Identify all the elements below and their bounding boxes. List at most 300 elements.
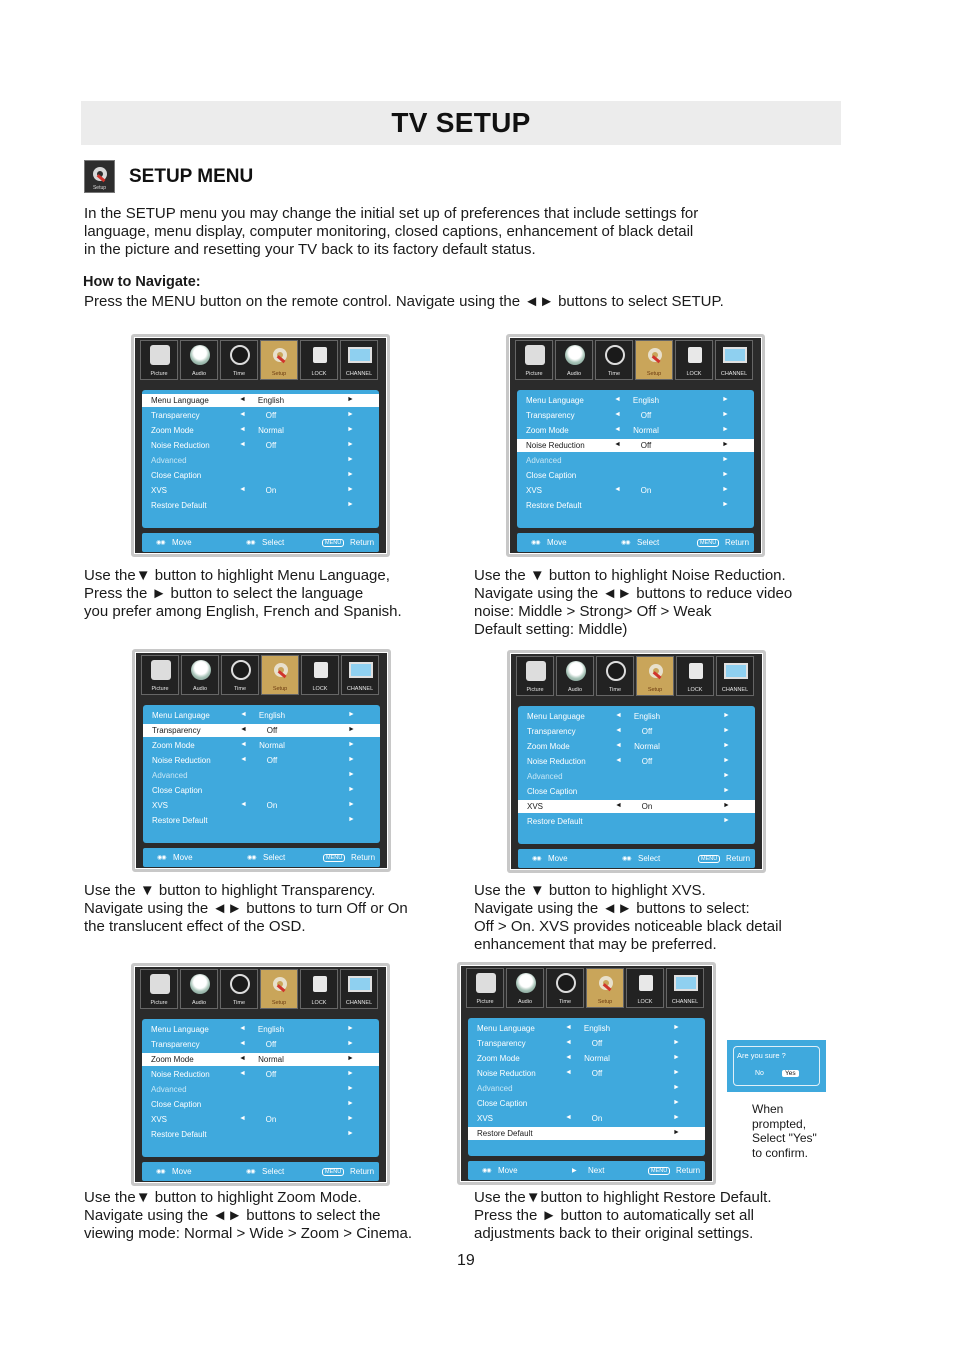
right-arrow-icon[interactable]: ► — [347, 1130, 354, 1137]
left-arrow-icon[interactable]: ◄ — [615, 742, 622, 749]
right-arrow-icon[interactable]: ► — [722, 501, 729, 508]
dpad-icon: ◉◉ — [531, 540, 540, 546]
osd-row-name: Close Caption — [527, 787, 578, 796]
osd-tab[interactable] — [340, 340, 378, 380]
osd-row-name: Advanced — [152, 771, 188, 780]
osd-row-name: Menu Language — [526, 396, 584, 405]
osd-tab-label: LOCK — [637, 999, 653, 1005]
osd-row-name: Transparency — [151, 411, 200, 420]
right-arrow-icon[interactable]: ► — [347, 1115, 354, 1122]
osd-menu-row[interactable] — [143, 709, 380, 722]
osd-menu-row[interactable] — [143, 754, 380, 767]
osd-menu-row[interactable] — [142, 469, 379, 482]
caption-line: Use the ▼ button to highlight Noise Reduction. — [474, 567, 786, 584]
menu-key-icon: MENU — [698, 855, 720, 863]
osd-row-name: Noise Reduction — [151, 441, 210, 450]
camera-icon — [476, 973, 496, 993]
osd-tab[interactable] — [140, 969, 178, 1009]
right-arrow-icon[interactable]: ► — [722, 471, 729, 478]
caption-line: Navigate using the ◄► buttons to turn Off or On — [84, 900, 408, 917]
right-arrow-icon[interactable]: ► — [722, 396, 729, 403]
osd-row-value: Normal — [584, 1054, 610, 1063]
osd-menu-row[interactable] — [517, 469, 754, 482]
right-arrow-icon[interactable]: ► — [347, 456, 354, 463]
osd-tab[interactable] — [516, 656, 554, 696]
osd-menu-row[interactable] — [468, 1067, 705, 1080]
osd-tab[interactable] — [220, 969, 258, 1009]
osd-tab-label: Audio — [192, 686, 208, 692]
osd-tab[interactable] — [546, 968, 584, 1008]
left-arrow-icon[interactable]: ◄ — [240, 711, 247, 718]
osd-menu-row[interactable] — [517, 484, 754, 497]
right-arrow-icon[interactable]: ► — [723, 772, 730, 779]
osd-tab-label: CHANNEL — [721, 687, 749, 693]
monitor-icon — [674, 975, 698, 991]
osd-row-name: XVS — [151, 486, 168, 495]
osd-menu-row[interactable] — [142, 1098, 379, 1111]
osd-row-name: Menu Language — [152, 711, 210, 720]
osd-tab-label: Audio — [517, 999, 533, 1005]
osd-row-name: Transparency — [477, 1039, 526, 1048]
osd-row-name: Zoom Mode — [151, 1055, 194, 1064]
left-arrow-icon[interactable]: ◄ — [240, 756, 247, 763]
right-arrow-icon[interactable]: ► — [348, 756, 355, 763]
osd-menu-row[interactable] — [518, 770, 755, 783]
speaker-icon — [190, 345, 210, 365]
osd-tab[interactable] — [340, 969, 378, 1009]
right-arrow-icon[interactable]: ► — [673, 1054, 680, 1061]
lock-icon — [314, 662, 328, 678]
move-label: Move — [547, 538, 567, 547]
osd-row-value: Off — [265, 441, 277, 450]
osd-row-value: English — [633, 712, 661, 721]
osd-menu-row[interactable] — [517, 424, 754, 437]
clock-icon — [606, 661, 626, 681]
lock-icon — [313, 976, 327, 992]
left-arrow-icon[interactable]: ◄ — [615, 727, 622, 734]
caption-line: Press the ► button to select the language — [84, 585, 364, 602]
left-arrow-icon[interactable]: ◄ — [239, 411, 246, 418]
setup-gear-icon — [646, 661, 666, 681]
right-arrow-icon[interactable]: ► — [347, 1025, 354, 1032]
osd-menu-row[interactable] — [142, 1053, 379, 1066]
confirm-no-button[interactable]: No — [755, 1070, 764, 1077]
right-arrow-icon[interactable]: ► — [348, 786, 355, 793]
osd-footer — [142, 1162, 379, 1181]
clock-icon — [556, 973, 576, 993]
left-arrow-icon[interactable]: ◄ — [239, 426, 246, 433]
right-arrow-icon[interactable]: ► — [723, 712, 730, 719]
osd-menu-row[interactable] — [143, 724, 380, 737]
left-arrow-icon[interactable]: ◄ — [615, 802, 622, 809]
osd-tab[interactable] — [300, 969, 338, 1009]
osd-tab[interactable] — [301, 655, 339, 695]
right-arrow-icon[interactable]: ► — [347, 1085, 354, 1092]
play-icon: ▶ — [572, 1168, 576, 1174]
right-arrow-icon[interactable]: ► — [673, 1039, 680, 1046]
right-arrow-icon[interactable]: ► — [347, 411, 354, 418]
osd-menu-row[interactable] — [142, 454, 379, 467]
setup-gear-icon — [596, 973, 616, 993]
osd-tab-label: CHANNEL — [345, 1000, 373, 1006]
lock-icon — [313, 347, 327, 363]
osd-tab-label: Picture — [150, 371, 168, 377]
move-label: Move — [172, 1167, 192, 1176]
osd-tab[interactable] — [556, 656, 594, 696]
osd-tab-label: Time — [232, 371, 246, 377]
osd-tab[interactable] — [221, 655, 259, 695]
osd-menu-row[interactable] — [517, 394, 754, 407]
intro-line: language, menu display, computer monitoring, closed captions, enhancement of black detail — [84, 223, 694, 240]
osd-row-name: Transparency — [152, 726, 201, 735]
next-label: Next — [588, 1166, 605, 1175]
caption-line: Use the▼ button to highlight Menu Language, — [84, 567, 390, 584]
osd-footer — [468, 1161, 705, 1180]
osd-tab[interactable] — [716, 656, 754, 696]
osd-tab[interactable] — [596, 656, 634, 696]
right-arrow-icon[interactable]: ► — [348, 711, 355, 718]
menu-key-icon: MENU — [648, 1167, 670, 1175]
osd-row-value: Off — [266, 726, 278, 735]
speaker-icon — [566, 661, 586, 681]
osd-menu-row[interactable] — [142, 409, 379, 422]
osd-menu-row[interactable] — [142, 424, 379, 437]
left-arrow-icon[interactable]: ◄ — [239, 396, 246, 403]
camera-icon — [525, 345, 545, 365]
osd-row-name: Restore Default — [526, 501, 582, 510]
how-to-navigate-text: Press the MENU button on the remote control. Navigate using the ◄► buttons to select SETUP. — [84, 293, 724, 310]
osd-row-name: Advanced — [151, 1085, 187, 1094]
osd-tab[interactable] — [180, 340, 218, 380]
osd-menu-row[interactable] — [468, 1127, 705, 1140]
osd-tab[interactable] — [261, 655, 299, 695]
move-label: Move — [548, 854, 568, 863]
caption-line: Default setting: Middle) — [474, 621, 628, 638]
right-arrow-icon[interactable]: ► — [673, 1024, 680, 1031]
osd-menu-row[interactable] — [518, 725, 755, 738]
dpad-icon: ◉◉ — [622, 856, 631, 862]
osd-tab[interactable] — [466, 968, 504, 1008]
speaker-icon — [191, 660, 211, 680]
right-arrow-icon[interactable]: ► — [348, 771, 355, 778]
osd-menu-row[interactable] — [142, 1113, 379, 1126]
setup-section-icon — [84, 160, 115, 193]
dpad-icon: ◉◉ — [246, 1169, 255, 1175]
osd-tab[interactable] — [260, 969, 298, 1009]
right-arrow-icon[interactable]: ► — [348, 801, 355, 808]
right-arrow-icon[interactable]: ► — [722, 456, 729, 463]
left-arrow-icon[interactable]: ◄ — [565, 1114, 572, 1121]
osd-tab[interactable] — [180, 969, 218, 1009]
osd-menu-row[interactable] — [468, 1082, 705, 1095]
right-arrow-icon[interactable]: ► — [673, 1069, 680, 1076]
setup-section-icon-label: Setup — [92, 185, 107, 191]
left-arrow-icon[interactable]: ◄ — [614, 411, 621, 418]
osd-tab[interactable] — [220, 340, 258, 380]
osd-menu-row[interactable] — [517, 454, 754, 467]
osd-row-name: Restore Default — [477, 1129, 533, 1138]
left-arrow-icon[interactable]: ◄ — [239, 486, 246, 493]
osd-row-value: On — [265, 1115, 277, 1124]
camera-icon — [150, 345, 170, 365]
right-arrow-icon[interactable]: ► — [347, 471, 354, 478]
setup-gear-icon — [270, 974, 290, 994]
right-arrow-icon[interactable]: ► — [347, 1070, 354, 1077]
osd-tab-label: Picture — [150, 1000, 168, 1006]
right-arrow-icon[interactable]: ► — [347, 486, 354, 493]
osd-tab-label: Setup — [272, 686, 288, 692]
caption-noise-reduction — [474, 567, 792, 639]
osd-menu-row[interactable] — [143, 814, 380, 827]
right-arrow-icon[interactable]: ► — [722, 441, 729, 448]
osd-tab[interactable] — [300, 340, 338, 380]
caption-line: Navigate using the ◄► buttons to select the — [84, 1207, 381, 1224]
right-arrow-icon[interactable]: ► — [673, 1129, 680, 1136]
lock-icon — [639, 975, 653, 991]
osd-row-value: English — [258, 711, 286, 720]
osd-menu-row[interactable] — [142, 394, 379, 407]
right-arrow-icon[interactable]: ► — [347, 1100, 354, 1107]
osd-tab[interactable] — [635, 340, 673, 380]
right-arrow-icon[interactable]: ► — [673, 1084, 680, 1091]
dpad-icon: ◉◉ — [482, 1168, 491, 1174]
osd-tab[interactable] — [181, 655, 219, 695]
osd-row-name: Transparency — [527, 727, 576, 736]
left-arrow-icon[interactable]: ◄ — [240, 741, 247, 748]
osd-tab-label: LOCK — [311, 371, 327, 377]
caption-line: viewing mode: Normal > Wide > Zoom > Cinema. — [84, 1225, 413, 1242]
right-arrow-icon[interactable]: ► — [722, 411, 729, 418]
right-arrow-icon[interactable]: ► — [722, 426, 729, 433]
camera-icon — [150, 974, 170, 994]
confirm-dialog — [727, 1040, 826, 1092]
osd-menu-row[interactable] — [143, 784, 380, 797]
osd-menu-row[interactable] — [468, 1052, 705, 1065]
osd-menu-row[interactable] — [517, 499, 754, 512]
osd-menu — [517, 390, 754, 528]
osd-tab[interactable] — [260, 340, 298, 380]
right-arrow-icon[interactable]: ► — [347, 1055, 354, 1062]
osd-row-value: On — [641, 802, 653, 811]
dpad-icon: ◉◉ — [156, 540, 165, 546]
right-arrow-icon[interactable]: ► — [347, 441, 354, 448]
osd-tab[interactable] — [506, 968, 544, 1008]
select-label: Select — [638, 854, 661, 863]
left-arrow-icon[interactable]: ◄ — [614, 441, 621, 448]
left-arrow-icon[interactable]: ◄ — [240, 801, 247, 808]
osd-tab[interactable] — [140, 340, 178, 380]
lock-icon — [689, 663, 703, 679]
osd-menu-row[interactable] — [468, 1022, 705, 1035]
osd-row-name: Advanced — [477, 1084, 513, 1093]
speaker-icon — [516, 973, 536, 993]
left-arrow-icon[interactable]: ◄ — [239, 1040, 246, 1047]
osd-tab[interactable] — [666, 968, 704, 1008]
osd-row-value: On — [265, 486, 277, 495]
caption-menu-language — [84, 567, 402, 621]
osd-menu — [143, 705, 380, 843]
osd-row-value: Off — [641, 727, 653, 736]
left-arrow-icon[interactable]: ◄ — [240, 726, 247, 733]
osd-menu — [142, 390, 379, 528]
osd-tab-label: CHANNEL — [671, 999, 699, 1005]
monitor-icon — [723, 347, 747, 363]
left-arrow-icon[interactable]: ◄ — [565, 1054, 572, 1061]
left-arrow-icon[interactable]: ◄ — [565, 1024, 572, 1031]
caption-line: Use the▼button to highlight Restore Default. — [474, 1189, 772, 1206]
menu-key-icon: MENU — [697, 539, 719, 547]
caption-line: Press the ► button to automatically set all — [474, 1207, 754, 1224]
osd-tab[interactable] — [341, 655, 379, 695]
speaker-icon — [565, 345, 585, 365]
speaker-icon — [190, 974, 210, 994]
right-arrow-icon[interactable]: ► — [347, 396, 354, 403]
osd-tab[interactable] — [141, 655, 179, 695]
osd-tab[interactable] — [636, 656, 674, 696]
osd-menu-row[interactable] — [518, 800, 755, 813]
left-arrow-icon[interactable]: ◄ — [615, 757, 622, 764]
right-arrow-icon[interactable]: ► — [348, 816, 355, 823]
osd-menu-row[interactable] — [143, 799, 380, 812]
osd-menu-row[interactable] — [143, 739, 380, 752]
osd-menu — [142, 1019, 379, 1157]
right-arrow-icon[interactable]: ► — [723, 742, 730, 749]
caption-line: adjustments back to their original settings. — [474, 1225, 754, 1242]
osd-tab[interactable] — [715, 340, 753, 380]
left-arrow-icon[interactable]: ◄ — [614, 426, 621, 433]
left-arrow-icon[interactable]: ◄ — [239, 1025, 246, 1032]
osd-row-name: XVS — [151, 1115, 168, 1124]
left-arrow-icon[interactable]: ◄ — [239, 441, 246, 448]
osd-tab-label: Time — [558, 999, 572, 1005]
osd-menu-row[interactable] — [468, 1097, 705, 1110]
select-label: Select — [637, 538, 660, 547]
osd-footer — [518, 849, 755, 868]
right-arrow-icon[interactable]: ► — [347, 426, 354, 433]
right-arrow-icon[interactable]: ► — [673, 1099, 680, 1106]
osd-menu-row[interactable] — [517, 409, 754, 422]
osd-row-name: Close Caption — [152, 786, 203, 795]
osd-row-name: Restore Default — [151, 501, 207, 510]
osd-menu-row[interactable] — [518, 740, 755, 753]
right-arrow-icon[interactable]: ► — [723, 787, 730, 794]
return-label: Return — [350, 538, 375, 547]
osd-icon-row — [140, 340, 383, 382]
osd-menu-row[interactable] — [142, 1023, 379, 1036]
osd-menu — [468, 1018, 705, 1156]
osd-row-name: Zoom Mode — [527, 742, 570, 751]
osd-row-name: Close Caption — [151, 471, 202, 480]
osd-row-name: Zoom Mode — [152, 741, 195, 750]
left-arrow-icon[interactable]: ◄ — [565, 1069, 572, 1076]
note-line: When — [752, 1102, 784, 1116]
note-line: prompted, — [752, 1116, 807, 1131]
dpad-icon: ◉◉ — [156, 1169, 165, 1175]
osd-tab[interactable] — [515, 340, 553, 380]
left-arrow-icon[interactable]: ◄ — [614, 396, 621, 403]
osd-tab-label: Setup — [647, 687, 663, 693]
osd-row-value: Off — [591, 1039, 603, 1048]
osd-menu-row[interactable] — [142, 1083, 379, 1096]
note-line: to confirm. — [752, 1145, 809, 1160]
osd-menu-row[interactable] — [142, 1128, 379, 1141]
caption-line: enhancement that may be preferred. — [474, 936, 717, 953]
osd-tab[interactable] — [676, 656, 714, 696]
osd-menu-row[interactable] — [518, 755, 755, 768]
right-arrow-icon[interactable]: ► — [348, 726, 355, 733]
caption-zoom-mode — [84, 1189, 412, 1243]
osd-menu-row[interactable] — [468, 1037, 705, 1050]
osd-row-value: On — [266, 801, 278, 810]
osd-menu-row[interactable] — [518, 815, 755, 828]
osd-row-name: Transparency — [526, 411, 575, 420]
osd-tab[interactable] — [555, 340, 593, 380]
osd-menu-row[interactable] — [142, 1068, 379, 1081]
right-arrow-icon[interactable]: ► — [723, 727, 730, 734]
osd-menu-row[interactable] — [518, 710, 755, 723]
osd-menu-row[interactable] — [143, 769, 380, 782]
caption-line: Use the ▼ button to highlight Transparency. — [84, 882, 376, 899]
right-arrow-icon[interactable]: ► — [347, 1040, 354, 1047]
osd-icon-row — [515, 340, 758, 382]
osd-row-name: XVS — [526, 486, 543, 495]
osd-tab[interactable] — [675, 340, 713, 380]
right-arrow-icon[interactable]: ► — [673, 1114, 680, 1121]
osd-menu-row[interactable] — [142, 1038, 379, 1051]
osd-tab-label: LOCK — [686, 371, 702, 377]
osd-tab[interactable] — [586, 968, 624, 1008]
right-arrow-icon[interactable]: ► — [723, 802, 730, 809]
osd-menu-row[interactable] — [142, 499, 379, 512]
left-arrow-icon[interactable]: ◄ — [239, 1115, 246, 1122]
osd-row-name: Zoom Mode — [526, 426, 569, 435]
dpad-icon: ◉◉ — [621, 540, 630, 546]
osd-menu-row[interactable] — [518, 785, 755, 798]
osd-row-value: Off — [640, 441, 652, 450]
menu-key-icon: MENU — [323, 854, 345, 862]
osd-menu-language — [131, 334, 390, 557]
left-arrow-icon[interactable]: ◄ — [615, 712, 622, 719]
left-arrow-icon[interactable]: ◄ — [614, 486, 621, 493]
osd-tab-label: LOCK — [311, 1000, 327, 1006]
osd-row-name: XVS — [152, 801, 169, 810]
left-arrow-icon[interactable]: ◄ — [239, 1055, 246, 1062]
select-label: Select — [262, 538, 285, 547]
osd-row-value: English — [583, 1024, 611, 1033]
osd-menu-row[interactable] — [142, 439, 379, 452]
right-arrow-icon[interactable]: ► — [722, 486, 729, 493]
right-arrow-icon[interactable]: ► — [723, 817, 730, 824]
left-arrow-icon[interactable]: ◄ — [239, 1070, 246, 1077]
osd-menu-row[interactable] — [468, 1112, 705, 1125]
note-line: Select "Yes" — [752, 1131, 817, 1145]
confirm-yes-button[interactable]: Yes — [782, 1070, 799, 1077]
osd-tab-label: CHANNEL — [345, 371, 373, 377]
osd-menu-row[interactable] — [517, 439, 754, 452]
osd-tab[interactable] — [595, 340, 633, 380]
osd-row-name: Advanced — [151, 456, 187, 465]
osd-icon-row — [466, 968, 709, 1010]
osd-zoom-mode — [131, 963, 390, 1186]
right-arrow-icon[interactable]: ► — [723, 757, 730, 764]
right-arrow-icon[interactable]: ► — [347, 501, 354, 508]
osd-menu-row[interactable] — [142, 484, 379, 497]
osd-tab-label: LOCK — [312, 686, 328, 692]
osd-row-name: XVS — [477, 1114, 494, 1123]
osd-tab[interactable] — [626, 968, 664, 1008]
left-arrow-icon[interactable]: ◄ — [565, 1039, 572, 1046]
right-arrow-icon[interactable]: ► — [348, 741, 355, 748]
